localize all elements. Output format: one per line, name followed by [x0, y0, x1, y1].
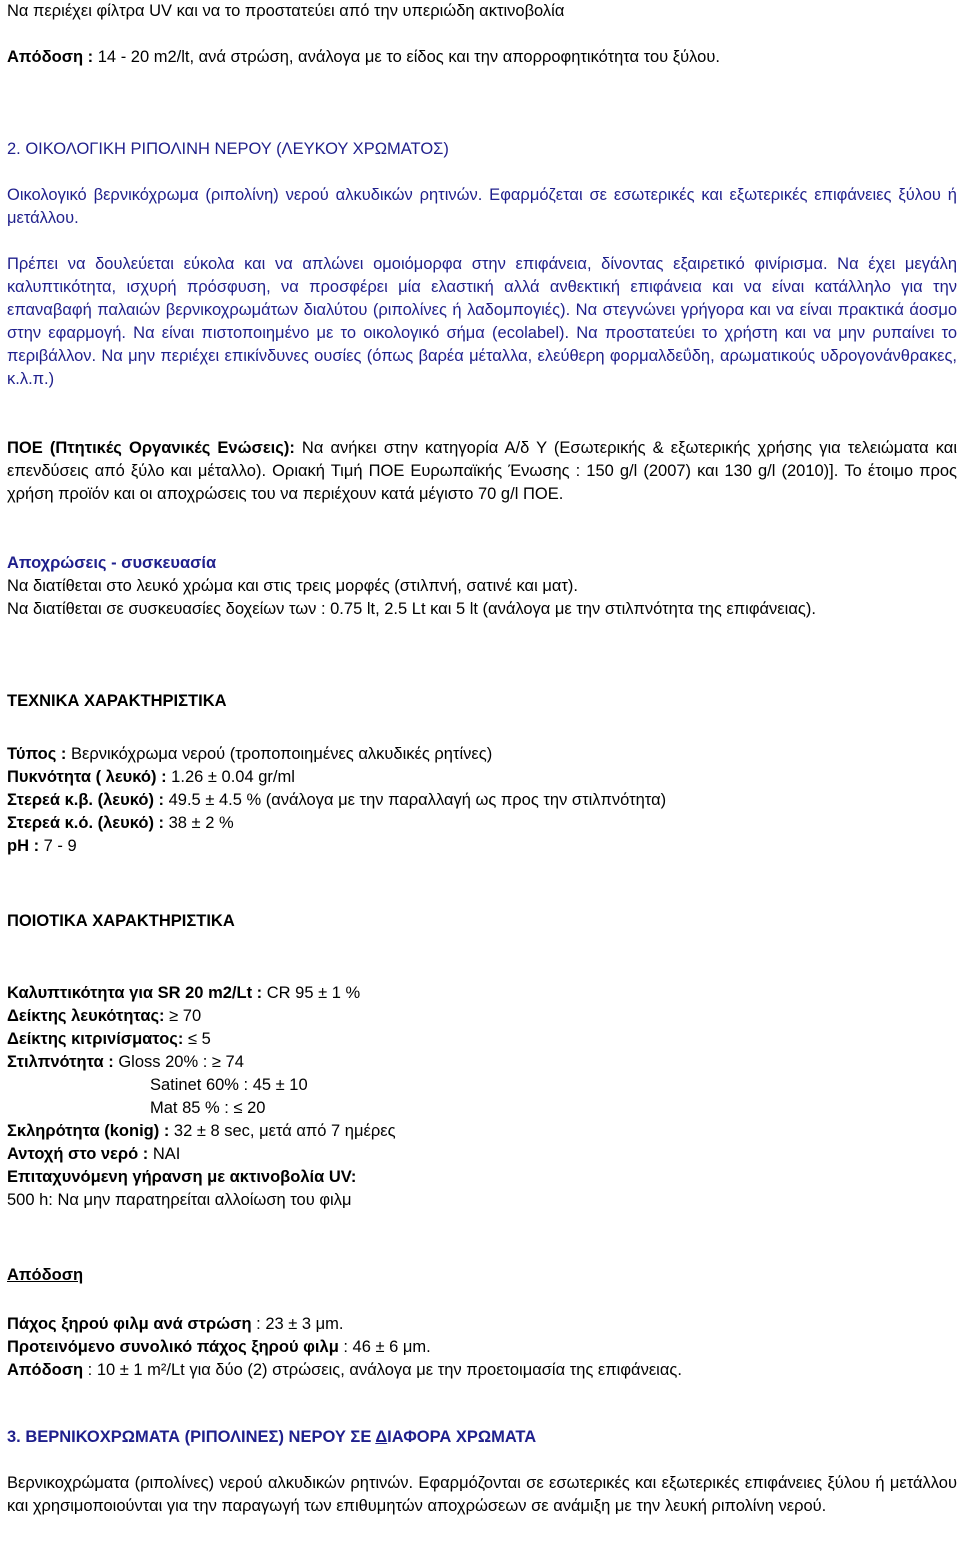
tech-solids-weight-label: Στερεά κ.β. (λευκό) :	[7, 791, 165, 809]
section-3-title	[7, 1426, 957, 1449]
shades-title: Αποχρώσεις - συσκευασία	[7, 554, 217, 572]
tech-row-solids-weight	[7, 789, 957, 812]
yield2-total	[7, 1336, 957, 1359]
quality-satinet	[7, 1074, 957, 1097]
yellowing-value: ≤ 5	[183, 1030, 211, 1048]
satinet-value: Satinet 60% : 45 ± 10	[150, 1076, 308, 1094]
coverage-label: Καλυπτικότητα για SR 20 m2/Lt :	[7, 984, 263, 1002]
section-2-requirements: Πρέπει να δουλεύεται εύκολα και να απλώνει ομοιόμορφα στην επιφάνεια, δίνοντας εξαιρετικό φινίρισμα. Να έχει μεγάλη καλυπτικότητα, ισχυρή πρόσφυση, να προσφέρει μία ελαστική αλλά ανθεκτική επιφάνεια και να είναι κατάλληλο για την επαναβαφή παλαιών βερνικοχρωμάτων διαλύτου (ριπολίνες ή λαδομπογιές). Να στεγνώνει γρήγορα και να είναι πρακτικά άοσμο στην εφαρμογή. Να είναι πιστοποιημένο με το οικολογικό σήμα (ecolabel). Να προστατεύει το χρήστη και να μην ρυπαίνει το περιβάλλον. Να μην περιέχει επικίνδυνες ουσίες (όπως βαρέα μέταλλα, ελεύθερη φορμαλδεΰδη, αρωματικούς υδρογονάνθρακες, κ.λ.π.)	[7, 255, 957, 388]
shades-line-1: Να διατίθεται στο λευκό χρώμα και στις τρεις μορφές (στιλπνή, σατινέ και ματ).	[7, 577, 578, 595]
film-label: Πάχος ξηρού φιλμ ανά στρώση	[7, 1315, 252, 1333]
quality-gloss	[7, 1051, 957, 1074]
quality-uv-label: Επιταχυνόμενη γήρανση με ακτινοβολία UV:	[7, 1168, 357, 1186]
water-value: ΝΑΙ	[148, 1145, 181, 1163]
hardness-label: Σκληρότητα (konig) :	[7, 1122, 170, 1140]
gloss-value: Gloss 20% : ≥ 74	[113, 1053, 244, 1071]
tech-ph-value: 7 - 9	[39, 837, 77, 855]
mat-value: Mat 85 % : ≤ 20	[150, 1099, 266, 1117]
quality-uv-value: 500 h: Να μην παρατηρείται αλλοίωση του φιλμ	[7, 1191, 352, 1209]
yield-text: 14 - 20 m2/lt, ανά στρώση, ανάλογα με το είδος και την απορροφητικότητα του ξύλου.	[93, 48, 720, 66]
tech-solids-weight-value: 49.5 ± 4.5 % (ανάλογα με την παραλλαγή ως προς την στιλπνότητα)	[164, 791, 667, 809]
yield2-yield	[7, 1359, 957, 1382]
voc-label: ΠΟΕ (Πτητικές Οργανικές Ενώσεις):	[7, 439, 295, 457]
yield2-title-text: Απόδοση	[7, 1266, 84, 1284]
voc-text: Να ανήκει στην κατηγορία Α/δ Υ (Εσωτερικής & εξωτερικής χρήσης για τελειώματα και επενδύσεις από ξύλο και μέταλλο). Οριακή Τιμή ΠΟΕ Ευρωπαϊκής Ένωσης : 150 g/l (2007) και 130 g/l (2010)]. Το έτοιμο προς χρήση προϊόν και οι αποχρώσεις του να περιέχουν κατά μέγιστο 70 g/l ΠΟΕ.	[7, 439, 957, 503]
yield-paragraph	[7, 46, 957, 69]
whiteness-label: Δείκτης λευκότητας:	[7, 1007, 165, 1025]
section-2-intro: Οικολογικό βερνικόχρωμα (ριπολίνη) νερού αλκυδικών ρητινών. Εφαρμόζεται σε εσωτερικές και εξωτερικές επιφάνειες ξύλου ή μετάλλου.	[7, 186, 957, 227]
tech-row-solids-volume	[7, 812, 957, 835]
tech-type-value: Βερνικόχρωμα νερού (τροποποιημένες αλκυδικές ρητίνες)	[66, 745, 493, 763]
quality-title: ΠΟΙΟΤΙΚΑ ΧΑΡΑΚΤΗΡΙΣΤΙΚΑ	[7, 912, 235, 930]
gloss-label: Στιλπνότητα :	[7, 1053, 114, 1071]
hardness-value: 32 ± 8 sec, μετά από 7 ημέρες	[169, 1122, 396, 1140]
film-value: : 23 ± 3 μm.	[251, 1315, 344, 1333]
quality-whiteness	[7, 1005, 957, 1028]
tech-row-density	[7, 766, 957, 789]
uv-filter-paragraph: Να περιέχει φίλτρα UV και να το προστατεύει από την υπεριώδη ακτινοβολία	[7, 2, 565, 20]
quality-coverage	[7, 982, 957, 1005]
technical-title: ΤΕΧΝΙΚΑ ΧΑΡΑΚΤΗΡΙΣΤΙΚΑ	[7, 692, 227, 710]
quality-mat	[7, 1097, 957, 1120]
yield2-value: : 10 ± 1 m²/Lt για δύο (2) στρώσεις, ανάλογα με την προετοιμασία της επιφάνειας.	[83, 1361, 682, 1379]
tech-density-value: 1.26 ± 0.04 gr/ml	[166, 768, 295, 786]
tech-row-ph	[7, 835, 957, 858]
quality-hardness	[7, 1120, 957, 1143]
coverage-value: CR 95 ± 1 %	[262, 984, 361, 1002]
section-3-title-start: 3. ΒΕΡΝΙΚΟΧΡΩΜΑΤΑ (ΡΙΠΟΛΙΝΕΣ) ΝΕΡΟΥ ΣΕ	[7, 1428, 376, 1446]
quality-yellowing	[7, 1028, 957, 1051]
quality-water	[7, 1143, 957, 1166]
yellowing-label: Δείκτης κιτρινίσματος:	[7, 1030, 184, 1048]
section-2-title: 2. ΟΙΚΟΛΟΓΙΚΗ ΡΙΠΟΛΙΝΗ ΝΕΡΟΥ (ΛΕΥΚΟΥ ΧΡΩΜΑΤΟΣ)	[7, 140, 449, 158]
yield2-title	[7, 1264, 957, 1287]
section-3-title-end: ΙΑΦΟΡΑ ΧΡΩΜΑΤΑ	[387, 1428, 537, 1446]
shades-line-2: Να διατίθεται σε συσκευασίες δοχείων των : 0.75 lt, 2.5 Lt και 5 lt (ανάλογα με την στιλπνότητα της επιφάνειας).	[7, 600, 816, 618]
tech-solids-volume-value: 38 ± 2 %	[164, 814, 234, 832]
tech-row-type	[7, 743, 957, 766]
total-film-value: : 46 ± 6 μm.	[338, 1338, 431, 1356]
yield2-film	[7, 1313, 957, 1336]
yield2-label: Απόδοση	[7, 1361, 84, 1379]
voc-paragraph	[7, 437, 957, 506]
water-label: Αντοχή στο νερό :	[7, 1145, 149, 1163]
total-film-label: Προτεινόμενο συνολικό πάχος ξηρού φιλμ	[7, 1338, 339, 1356]
tech-type-label: Τύπος :	[7, 745, 67, 763]
section-3-title-underlined: Δ	[375, 1428, 388, 1446]
whiteness-value: ≥ 70	[164, 1007, 202, 1025]
tech-solids-volume-label: Στερεά κ.ό. (λευκό) :	[7, 814, 165, 832]
section-3-text: Βερνικοχρώματα (ριπολίνες) νερού αλκυδικών ρητινών. Εφαρμόζονται σε εσωτερικές και εξωτερικές επιφάνειες ξύλου ή μετάλλου και χρησιμοποιούνται για την παραγωγή των επιθυμητών αποχρώσεων σε ανάμιξη με την λευκή ριπολίνη νερού.	[7, 1474, 957, 1515]
tech-ph-label: pH :	[7, 837, 40, 855]
yield-label: Απόδοση :	[7, 48, 94, 66]
tech-density-label: Πυκνότητα ( λευκό) :	[7, 768, 167, 786]
